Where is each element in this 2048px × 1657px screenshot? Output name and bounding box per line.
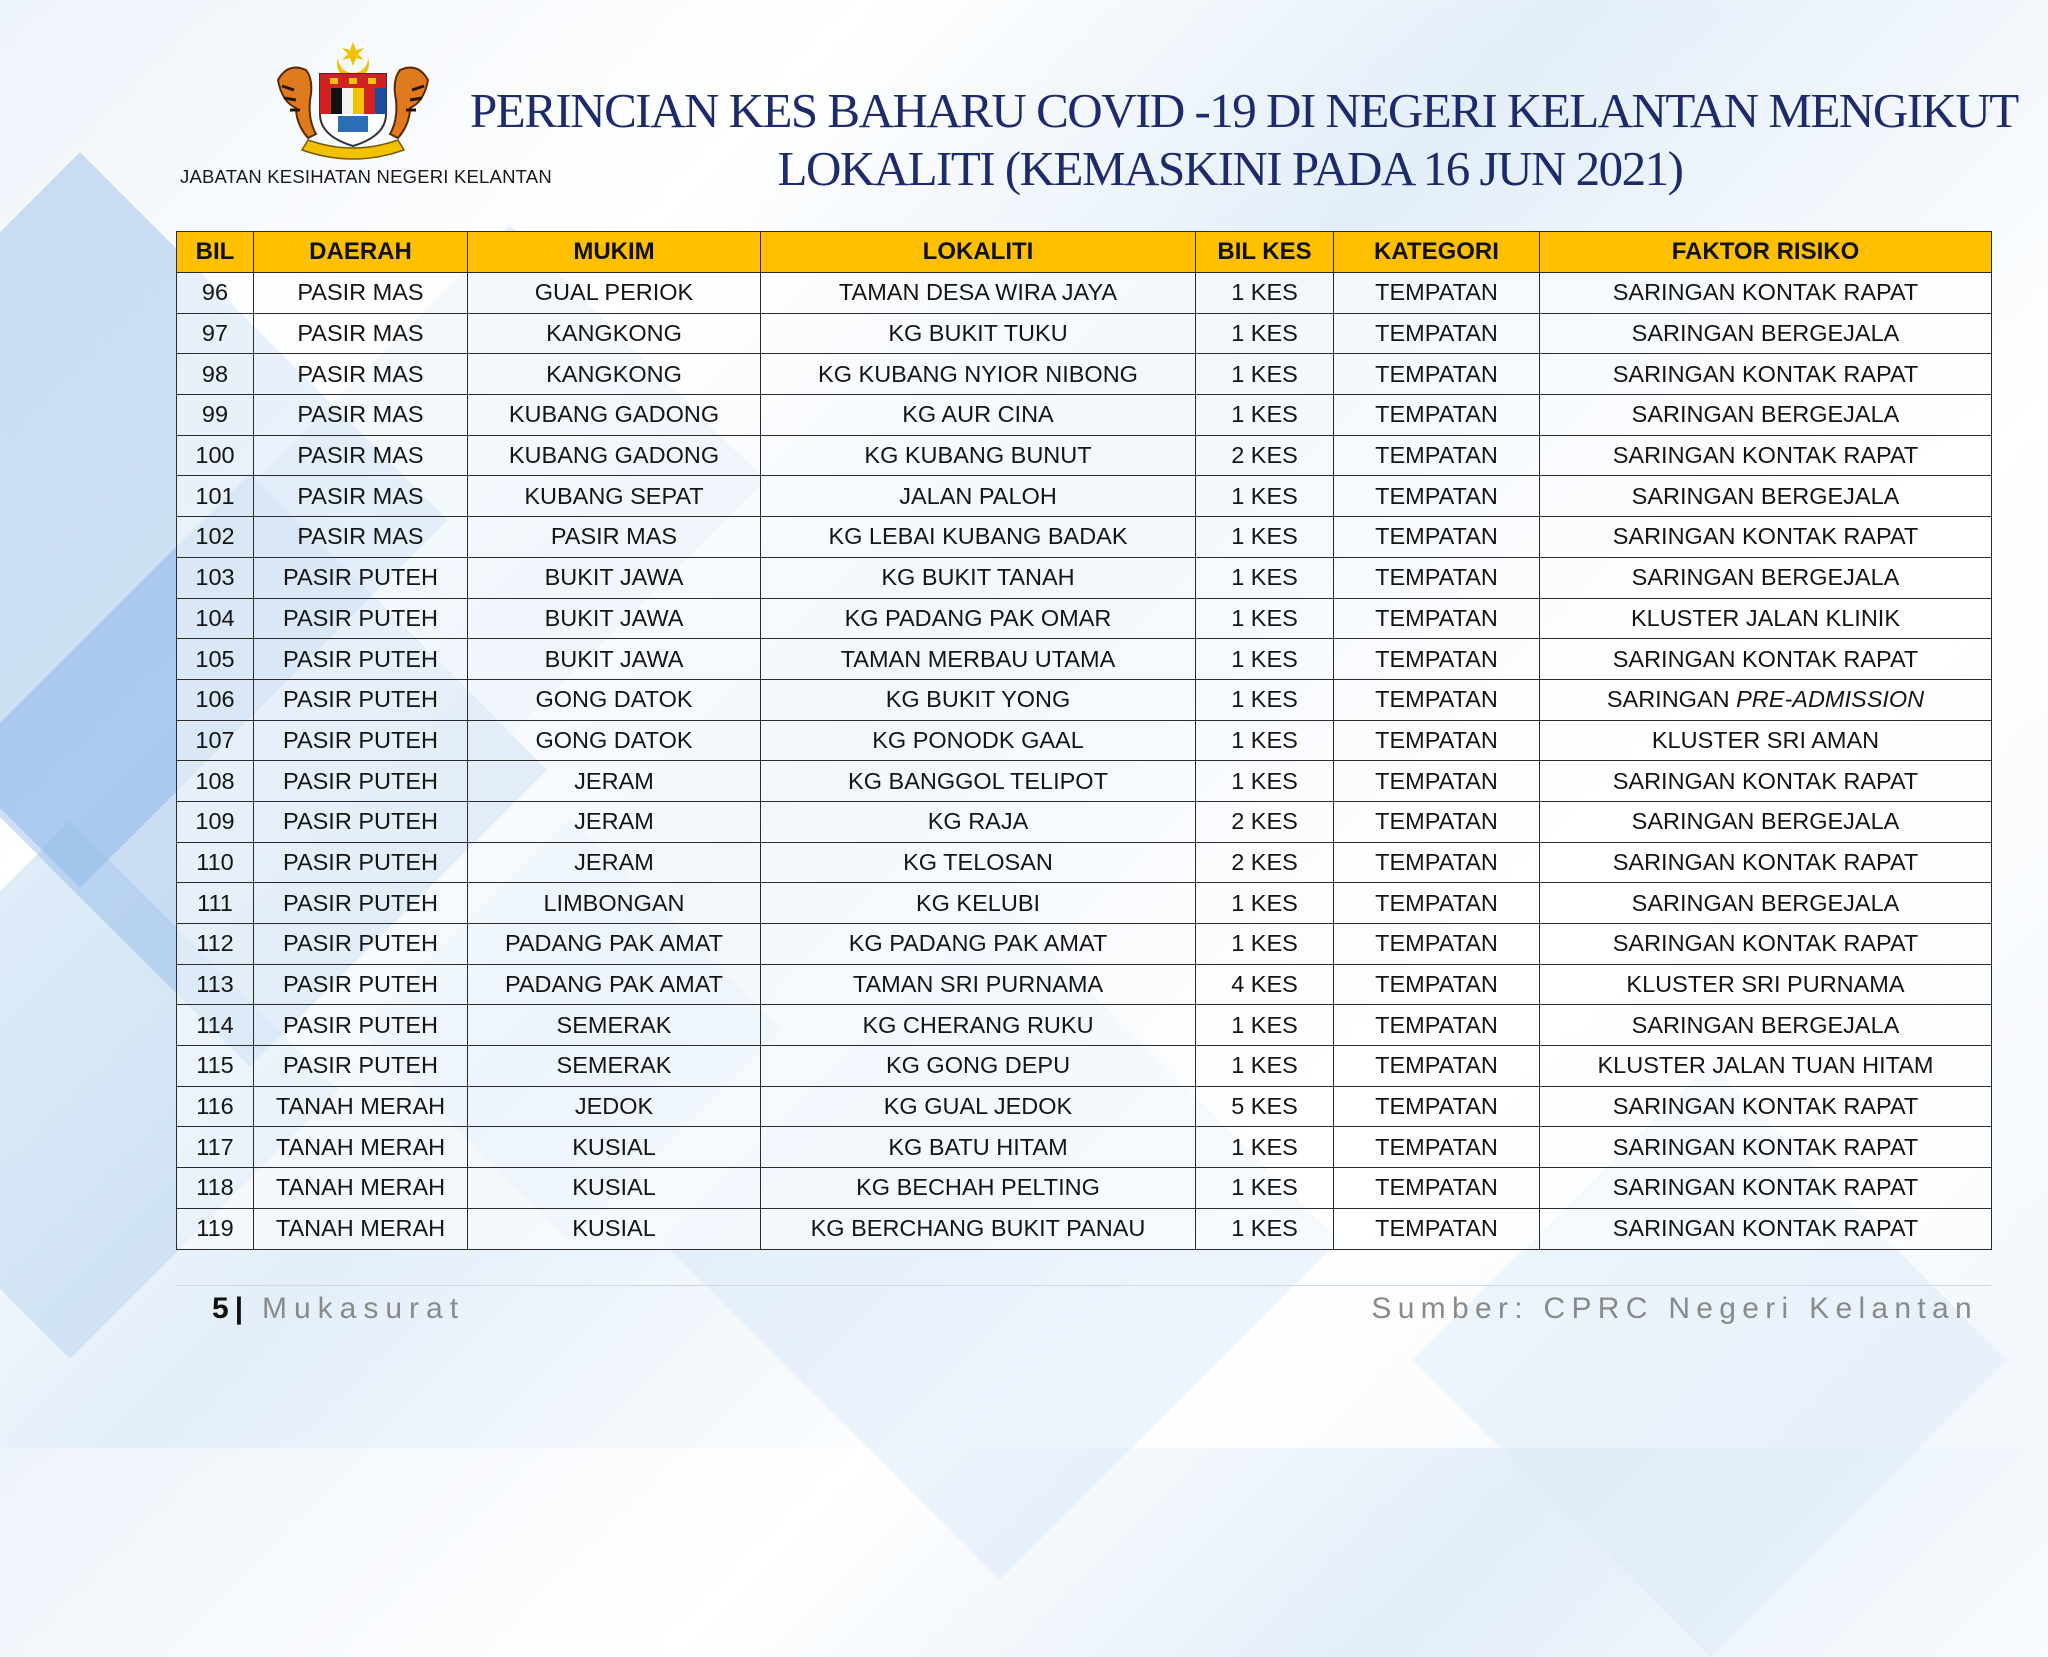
col-lokaliti-cell: TAMAN MERBAU UTAMA xyxy=(761,639,1196,680)
col-lokaliti-cell: KG GUAL JEDOK xyxy=(761,1086,1196,1127)
col-lokaliti-cell: KG BERCHANG BUKIT PANAU xyxy=(761,1208,1196,1249)
table-row xyxy=(177,598,1992,639)
col-mukim-cell: GONG DATOK xyxy=(468,720,761,761)
title-line-2: LOKALITI (KEMASKINI PADA 16 JUN 2021) xyxy=(777,141,1683,196)
col-daerah-header: DAERAH xyxy=(254,232,468,273)
col-kategori-cell: TEMPATAN xyxy=(1334,435,1540,476)
col-daerah-cell: TANAH MERAH xyxy=(254,1127,468,1168)
col-bil-cell: 106 xyxy=(177,679,254,720)
col-daerah-cell: PASIR PUTEH xyxy=(254,801,468,842)
col-daerah-cell: PASIR PUTEH xyxy=(254,1046,468,1087)
col-daerah-cell: PASIR MAS xyxy=(254,435,468,476)
col-bil-kes-cell: 1 KES xyxy=(1196,598,1334,639)
table-row xyxy=(177,273,1992,314)
col-bil-kes-cell: 1 KES xyxy=(1196,395,1334,436)
col-bil-kes-cell: 1 KES xyxy=(1196,517,1334,558)
col-bil-kes-cell: 1 KES xyxy=(1196,1046,1334,1087)
col-bil-cell: 101 xyxy=(177,476,254,517)
col-bil-cell: 110 xyxy=(177,842,254,883)
col-daerah-cell: PASIR PUTEH xyxy=(254,720,468,761)
col-bil-cell: 116 xyxy=(177,1086,254,1127)
col-kategori-cell: TEMPATAN xyxy=(1334,639,1540,680)
col-daerah-cell: PASIR PUTEH xyxy=(254,883,468,924)
table-row xyxy=(177,1005,1992,1046)
col-bil-kes-cell: 2 KES xyxy=(1196,435,1334,476)
col-mukim-cell: KUSIAL xyxy=(468,1208,761,1249)
col-faktor-risiko-cell: SARINGAN KONTAK RAPAT xyxy=(1540,761,1992,802)
col-faktor-risiko-cell: SARINGAN BERGEJALA xyxy=(1540,476,1992,517)
table-row xyxy=(177,476,1992,517)
col-lokaliti-cell: KG AUR CINA xyxy=(761,395,1196,436)
col-bil-kes-cell: 1 KES xyxy=(1196,720,1334,761)
col-kategori-cell: TEMPATAN xyxy=(1334,517,1540,558)
col-bil-cell: 98 xyxy=(177,354,254,395)
col-bil-kes-header: BIL KES xyxy=(1196,232,1334,273)
col-mukim-cell: GONG DATOK xyxy=(468,679,761,720)
col-bil-cell: 112 xyxy=(177,924,254,965)
page-label: Mukasurat xyxy=(262,1292,466,1325)
col-mukim-cell: PADANG PAK AMAT xyxy=(468,964,761,1005)
col-bil-kes-cell: 1 KES xyxy=(1196,476,1334,517)
col-lokaliti-cell: KG KUBANG NYIOR NIBONG xyxy=(761,354,1196,395)
col-faktor-risiko-cell: SARINGAN BERGEJALA xyxy=(1540,883,1992,924)
table-row xyxy=(177,1168,1992,1209)
col-lokaliti-cell: KG PADANG PAK AMAT xyxy=(761,924,1196,965)
source-credit: Sumber: CPRC Negeri Kelantan xyxy=(1371,1292,1978,1325)
col-lokaliti-cell: KG BECHAH PELTING xyxy=(761,1168,1196,1209)
col-mukim-cell: KUBANG GADONG xyxy=(468,395,761,436)
col-kategori-cell: TEMPATAN xyxy=(1334,557,1540,598)
col-kategori-cell: TEMPATAN xyxy=(1334,924,1540,965)
col-faktor-risiko-cell: KLUSTER JALAN TUAN HITAM xyxy=(1540,1046,1992,1087)
col-mukim-cell: KANGKONG xyxy=(468,313,761,354)
col-daerah-cell: TANAH MERAH xyxy=(254,1168,468,1209)
col-daerah-cell: TANAH MERAH xyxy=(254,1208,468,1249)
col-mukim-cell: SEMERAK xyxy=(468,1046,761,1087)
col-faktor-risiko-cell: SARINGAN KONTAK RAPAT xyxy=(1540,842,1992,883)
col-mukim-cell: PASIR MAS xyxy=(468,517,761,558)
col-lokaliti-cell: KG BUKIT YONG xyxy=(761,679,1196,720)
col-faktor-risiko-cell: KLUSTER JALAN KLINIK xyxy=(1540,598,1992,639)
table-row xyxy=(177,964,1992,1005)
page-number-value: 5 xyxy=(212,1292,229,1325)
col-kategori-cell: TEMPATAN xyxy=(1334,273,1540,314)
col-daerah-cell: PASIR MAS xyxy=(254,395,468,436)
col-kategori-cell: TEMPATAN xyxy=(1334,395,1540,436)
col-daerah-cell: TANAH MERAH xyxy=(254,1086,468,1127)
col-mukim-cell: JERAM xyxy=(468,761,761,802)
table-header-row xyxy=(177,232,1992,273)
col-kategori-cell: TEMPATAN xyxy=(1334,1208,1540,1249)
col-lokaliti-cell: KG BUKIT TUKU xyxy=(761,313,1196,354)
table-row xyxy=(177,557,1992,598)
col-daerah-cell: PASIR MAS xyxy=(254,476,468,517)
col-daerah-cell: PASIR PUTEH xyxy=(254,1005,468,1046)
col-faktor-risiko-cell: SARINGAN KONTAK RAPAT xyxy=(1540,1127,1992,1168)
col-mukim-cell: KUBANG SEPAT xyxy=(468,476,761,517)
col-faktor-risiko-cell: SARINGAN KONTAK RAPAT xyxy=(1540,1168,1992,1209)
col-bil-kes-cell: 1 KES xyxy=(1196,679,1334,720)
col-kategori-header: KATEGORI xyxy=(1334,232,1540,273)
col-kategori-cell: TEMPATAN xyxy=(1334,801,1540,842)
col-lokaliti-cell: KG BANGGOL TELIPOT xyxy=(761,761,1196,802)
col-bil-kes-cell: 1 KES xyxy=(1196,639,1334,680)
page-number xyxy=(212,1292,243,1326)
col-faktor-risiko-cell: SARINGAN BERGEJALA xyxy=(1540,557,1992,598)
table-row xyxy=(177,801,1992,842)
col-bil-cell: 102 xyxy=(177,517,254,558)
col-daerah-cell: PASIR PUTEH xyxy=(254,964,468,1005)
col-lokaliti-cell: TAMAN DESA WIRA JAYA xyxy=(761,273,1196,314)
col-bil-kes-cell: 2 KES xyxy=(1196,842,1334,883)
col-bil-kes-cell: 1 KES xyxy=(1196,1168,1334,1209)
col-lokaliti-cell: KG BUKIT TANAH xyxy=(761,557,1196,598)
col-lokaliti-cell: KG LEBAI KUBANG BADAK xyxy=(761,517,1196,558)
col-faktor-risiko-cell: SARINGAN BERGEJALA xyxy=(1540,1005,1992,1046)
col-faktor-risiko-cell: SARINGAN KONTAK RAPAT xyxy=(1540,1086,1992,1127)
col-faktor-risiko-header: FAKTOR RISIKO xyxy=(1540,232,1992,273)
col-lokaliti-cell: KG BATU HITAM xyxy=(761,1127,1196,1168)
col-mukim-header: MUKIM xyxy=(468,232,761,273)
col-bil-cell: 118 xyxy=(177,1168,254,1209)
col-mukim-cell: BUKIT JAWA xyxy=(468,557,761,598)
col-kategori-cell: TEMPATAN xyxy=(1334,883,1540,924)
table-row xyxy=(177,435,1992,476)
table-row xyxy=(177,924,1992,965)
col-bil-cell: 99 xyxy=(177,395,254,436)
col-faktor-risiko-cell: SARINGAN KONTAK RAPAT xyxy=(1540,517,1992,558)
col-mukim-cell: JEDOK xyxy=(468,1086,761,1127)
malaysia-coat-of-arms-icon xyxy=(268,40,438,160)
col-bil-header: BIL xyxy=(177,232,254,273)
table-row xyxy=(177,354,1992,395)
col-mukim-cell: JERAM xyxy=(468,801,761,842)
col-mukim-cell: BUKIT JAWA xyxy=(468,598,761,639)
table-row xyxy=(177,883,1992,924)
table-row xyxy=(177,1086,1992,1127)
table-header xyxy=(177,232,1992,273)
col-daerah-cell: PASIR PUTEH xyxy=(254,598,468,639)
col-bil-cell: 105 xyxy=(177,639,254,680)
col-bil-cell: 107 xyxy=(177,720,254,761)
footer-divider xyxy=(176,1285,1991,1286)
col-mukim-cell: BUKIT JAWA xyxy=(468,639,761,680)
col-daerah-cell: PASIR PUTEH xyxy=(254,639,468,680)
col-bil-cell: 117 xyxy=(177,1127,254,1168)
col-lokaliti-cell: KG KUBANG BUNUT xyxy=(761,435,1196,476)
col-faktor-risiko-cell: SARINGAN KONTAK RAPAT xyxy=(1540,639,1992,680)
col-bil-kes-cell: 1 KES xyxy=(1196,924,1334,965)
col-lokaliti-header: LOKALITI xyxy=(761,232,1196,273)
col-kategori-cell: TEMPATAN xyxy=(1334,1005,1540,1046)
col-mukim-cell: PADANG PAK AMAT xyxy=(468,924,761,965)
col-kategori-cell: TEMPATAN xyxy=(1334,476,1540,517)
col-faktor-risiko-cell: SARINGAN BERGEJALA xyxy=(1540,801,1992,842)
col-kategori-cell: TEMPATAN xyxy=(1334,679,1540,720)
col-lokaliti-cell: KG CHERANG RUKU xyxy=(761,1005,1196,1046)
col-kategori-cell: TEMPATAN xyxy=(1334,964,1540,1005)
col-daerah-cell: PASIR PUTEH xyxy=(254,557,468,598)
col-bil-kes-cell: 5 KES xyxy=(1196,1086,1334,1127)
col-bil-kes-cell: 1 KES xyxy=(1196,1208,1334,1249)
col-daerah-cell: PASIR PUTEH xyxy=(254,679,468,720)
col-kategori-cell: TEMPATAN xyxy=(1334,313,1540,354)
col-daerah-cell: PASIR MAS xyxy=(254,313,468,354)
col-bil-kes-cell: 1 KES xyxy=(1196,1127,1334,1168)
col-lokaliti-cell: KG RAJA xyxy=(761,801,1196,842)
col-mukim-cell: SEMERAK xyxy=(468,1005,761,1046)
col-bil-cell: 97 xyxy=(177,313,254,354)
col-bil-cell: 100 xyxy=(177,435,254,476)
col-kategori-cell: TEMPATAN xyxy=(1334,598,1540,639)
col-daerah-cell: PASIR PUTEH xyxy=(254,842,468,883)
table-row xyxy=(177,313,1992,354)
col-bil-cell: 96 xyxy=(177,273,254,314)
title-line-1: PERINCIAN KES BAHARU COVID -19 DI NEGERI KELANTAN MENGIKUT xyxy=(470,83,2018,138)
col-faktor-risiko-cell: SARINGAN PRE-ADMISSION xyxy=(1540,679,1992,720)
col-mukim-cell: KUBANG GADONG xyxy=(468,435,761,476)
col-mukim-cell: KUSIAL xyxy=(468,1168,761,1209)
col-kategori-cell: TEMPATAN xyxy=(1334,1046,1540,1087)
col-faktor-risiko-cell: SARINGAN KONTAK RAPAT xyxy=(1540,1208,1992,1249)
col-faktor-risiko-cell: KLUSTER SRI AMAN xyxy=(1540,720,1992,761)
col-lokaliti-cell: KG PONODK GAAL xyxy=(761,720,1196,761)
col-bil-kes-cell: 1 KES xyxy=(1196,354,1334,395)
col-bil-cell: 108 xyxy=(177,761,254,802)
page-title xyxy=(470,82,2018,198)
col-lokaliti-cell: TAMAN SRI PURNAMA xyxy=(761,964,1196,1005)
col-bil-kes-cell: 1 KES xyxy=(1196,883,1334,924)
col-bil-kes-cell: 1 KES xyxy=(1196,761,1334,802)
col-daerah-cell: PASIR PUTEH xyxy=(254,761,468,802)
page-separator: | xyxy=(234,1292,244,1325)
col-kategori-cell: TEMPATAN xyxy=(1334,761,1540,802)
table-body xyxy=(177,273,1992,1250)
col-bil-cell: 111 xyxy=(177,883,254,924)
table-row xyxy=(177,679,1992,720)
col-lokaliti-cell: KG PADANG PAK OMAR xyxy=(761,598,1196,639)
col-daerah-cell: PASIR MAS xyxy=(254,273,468,314)
table-row xyxy=(177,517,1992,558)
col-faktor-risiko-cell: SARINGAN KONTAK RAPAT xyxy=(1540,354,1992,395)
col-mukim-cell: KUSIAL xyxy=(468,1127,761,1168)
col-bil-cell: 114 xyxy=(177,1005,254,1046)
col-bil-cell: 113 xyxy=(177,964,254,1005)
col-faktor-risiko-cell: SARINGAN BERGEJALA xyxy=(1540,313,1992,354)
table-row xyxy=(177,761,1992,802)
table-row xyxy=(177,1046,1992,1087)
col-bil-cell: 109 xyxy=(177,801,254,842)
organization-name: JABATAN KESIHATAN NEGERI KELANTAN xyxy=(180,166,552,187)
col-bil-cell: 115 xyxy=(177,1046,254,1087)
col-daerah-cell: PASIR MAS xyxy=(254,517,468,558)
col-mukim-cell: KANGKONG xyxy=(468,354,761,395)
col-lokaliti-cell: KG GONG DEPU xyxy=(761,1046,1196,1087)
col-mukim-cell: JERAM xyxy=(468,842,761,883)
cases-table xyxy=(176,231,1992,1250)
col-kategori-cell: TEMPATAN xyxy=(1334,1086,1540,1127)
col-faktor-risiko-cell: SARINGAN KONTAK RAPAT xyxy=(1540,924,1992,965)
col-lokaliti-cell: KG KELUBI xyxy=(761,883,1196,924)
col-bil-cell: 103 xyxy=(177,557,254,598)
col-mukim-cell: LIMBONGAN xyxy=(468,883,761,924)
col-lokaliti-cell: JALAN PALOH xyxy=(761,476,1196,517)
table-row xyxy=(177,720,1992,761)
col-mukim-cell: GUAL PERIOK xyxy=(468,273,761,314)
col-bil-cell: 119 xyxy=(177,1208,254,1249)
table-row xyxy=(177,639,1992,680)
table-row xyxy=(177,395,1992,436)
col-kategori-cell: TEMPATAN xyxy=(1334,1127,1540,1168)
col-bil-cell: 104 xyxy=(177,598,254,639)
col-faktor-risiko-cell: SARINGAN KONTAK RAPAT xyxy=(1540,435,1992,476)
col-bil-kes-cell: 1 KES xyxy=(1196,313,1334,354)
col-bil-kes-cell: 1 KES xyxy=(1196,1005,1334,1046)
col-daerah-cell: PASIR PUTEH xyxy=(254,924,468,965)
col-kategori-cell: TEMPATAN xyxy=(1334,1168,1540,1209)
col-lokaliti-cell: KG TELOSAN xyxy=(761,842,1196,883)
col-faktor-risiko-cell: SARINGAN BERGEJALA xyxy=(1540,395,1992,436)
col-kategori-cell: TEMPATAN xyxy=(1334,842,1540,883)
col-kategori-cell: TEMPATAN xyxy=(1334,354,1540,395)
table-row xyxy=(177,1208,1992,1249)
table-row xyxy=(177,1127,1992,1168)
table-row xyxy=(177,842,1992,883)
col-bil-kes-cell: 1 KES xyxy=(1196,273,1334,314)
col-bil-kes-cell: 1 KES xyxy=(1196,557,1334,598)
col-bil-kes-cell: 4 KES xyxy=(1196,964,1334,1005)
col-daerah-cell: PASIR MAS xyxy=(254,354,468,395)
col-faktor-risiko-cell: SARINGAN KONTAK RAPAT xyxy=(1540,273,1992,314)
col-bil-kes-cell: 2 KES xyxy=(1196,801,1334,842)
col-faktor-risiko-cell: KLUSTER SRI PURNAMA xyxy=(1540,964,1992,1005)
col-kategori-cell: TEMPATAN xyxy=(1334,720,1540,761)
